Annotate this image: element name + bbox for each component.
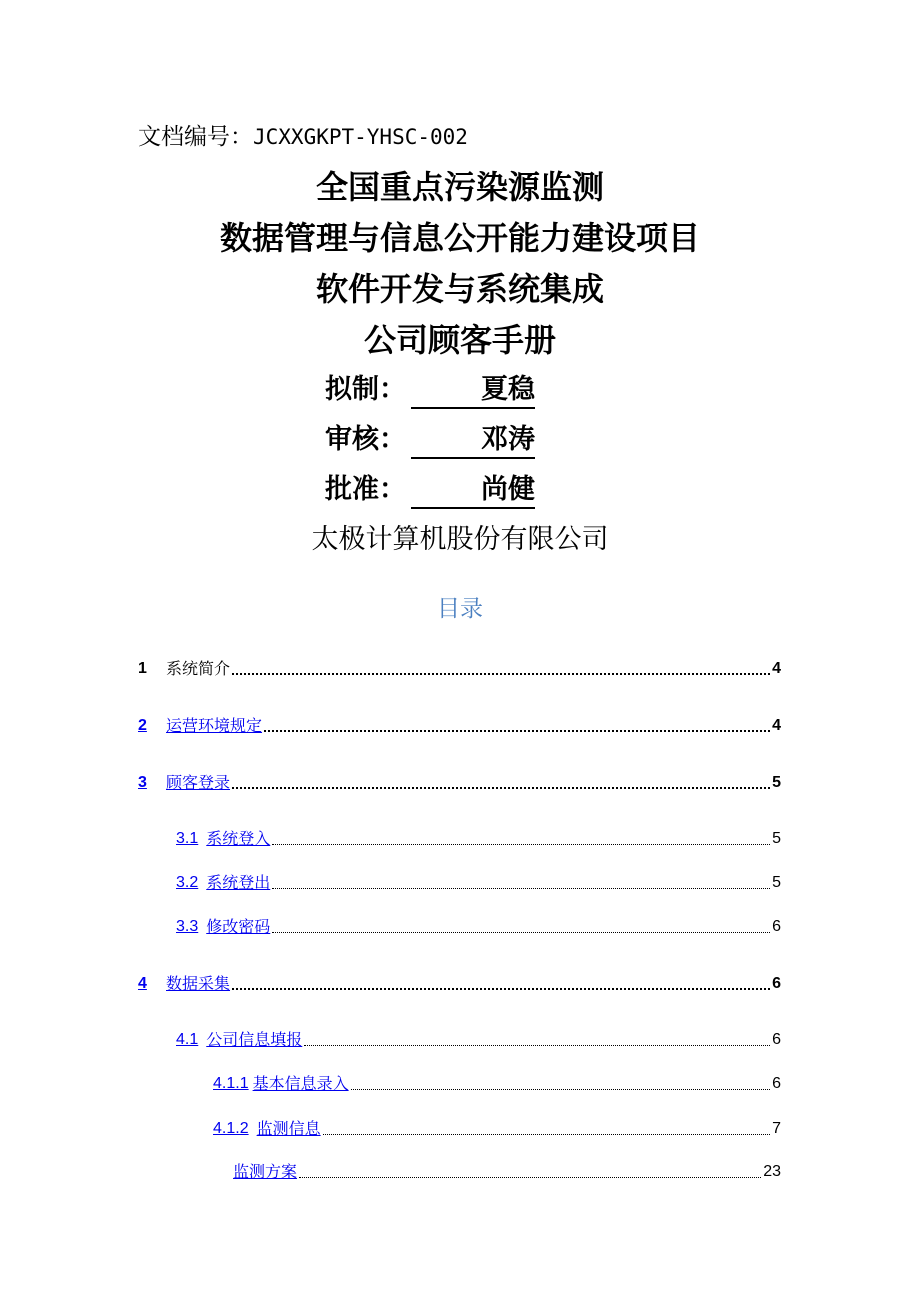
toc-entry-3-1[interactable] [176, 826, 781, 852]
toc-entry-number-link[interactable]: 4.1 [176, 1031, 199, 1048]
toc-entry-number-link[interactable]: 4.1.1 [213, 1075, 249, 1092]
toc-entry-page: 23 [763, 1163, 781, 1180]
toc-leader-dots [232, 987, 770, 990]
toc-entry-monitoring-plan[interactable] [213, 1159, 781, 1185]
signature-name: 夏稳 [411, 373, 535, 409]
toc-entry-3-3[interactable] [176, 914, 781, 940]
toc-title: 目录 [437, 596, 483, 622]
toc-leader-dots [304, 1044, 770, 1046]
document-number-code: JCXXGKPT-YHSC-002 [253, 125, 468, 149]
signature-approved [325, 468, 535, 512]
toc-entry-page: 6 [772, 918, 781, 935]
title-line-2: 数据管理与信息公开能力建设项目 [219, 219, 700, 257]
toc-entry-number: 1 [138, 660, 147, 677]
toc-entry-1 [138, 656, 781, 682]
company-name: 太极计算机股份有限公司 [311, 524, 609, 555]
toc-leader-dots [272, 843, 770, 845]
toc-entry-page: 7 [772, 1120, 781, 1137]
toc-leader-dots [272, 887, 770, 889]
manual-title: 公司顾客手册 [363, 321, 556, 359]
toc-leader-dots [299, 1176, 761, 1178]
toc-entry-link[interactable]: 系统登入 [206, 829, 271, 848]
toc-entry-3[interactable] [138, 770, 781, 796]
toc-entry-link[interactable]: 顾客登录 [166, 773, 231, 792]
toc-entry-page: 4 [772, 660, 781, 677]
toc-entry-number-link[interactable]: 3.2 [176, 874, 199, 891]
signature-drafted [325, 368, 535, 412]
toc-entry-number-link[interactable]: 4 [138, 975, 147, 992]
toc-entry-number-link[interactable]: 3.1 [176, 830, 199, 847]
title-line-3: 软件开发与系统集成 [315, 270, 604, 308]
toc-entry-page: 6 [772, 1031, 781, 1048]
toc-entry-3-2[interactable] [176, 870, 781, 896]
toc-entry-page: 5 [772, 874, 781, 891]
toc-entry-4[interactable] [138, 971, 781, 997]
toc-entry-link[interactable]: 系统登出 [206, 873, 271, 892]
title-line-1: 全国重点污染源监测 [315, 168, 604, 206]
toc-leader-dots [351, 1088, 770, 1090]
toc-entry-link[interactable]: 监测信息 [256, 1119, 321, 1138]
toc-entry-link[interactable]: 监测方案 [233, 1162, 298, 1181]
toc-leader-dots [272, 931, 770, 933]
document-number [138, 118, 468, 156]
toc-entry-link[interactable]: 运营环境规定 [166, 716, 263, 735]
toc-leader-dots [232, 672, 770, 675]
toc-entry-link[interactable]: 修改密码 [206, 917, 271, 936]
toc-entry-4-1-2[interactable] [213, 1116, 781, 1142]
signature-label: 批准： [325, 474, 406, 505]
document-number-label: 文档编号： [138, 124, 253, 150]
toc-entry-label: 系统简介 [166, 659, 231, 678]
toc-entry-number-link[interactable]: 2 [138, 717, 147, 734]
signature-name: 尚健 [411, 473, 535, 509]
toc-leader-dots [323, 1133, 770, 1135]
toc-entry-link[interactable]: 公司信息填报 [206, 1030, 303, 1049]
toc-entry-2[interactable] [138, 713, 781, 739]
toc-entry-page: 5 [772, 830, 781, 847]
toc-entry-page: 6 [772, 1075, 781, 1092]
signature-reviewed [325, 418, 535, 462]
toc-entry-page: 6 [772, 975, 781, 992]
toc-entry-page: 5 [772, 774, 781, 791]
toc-entry-4-1[interactable] [176, 1027, 781, 1053]
toc-entry-number-link[interactable]: 3 [138, 774, 147, 791]
signature-label: 审核： [325, 424, 406, 455]
signature-name: 邓涛 [411, 423, 535, 459]
toc-leader-dots [264, 729, 770, 732]
toc-entry-number-link[interactable]: 4.1.2 [213, 1120, 249, 1137]
toc-entry-page: 4 [772, 717, 781, 734]
toc-leader-dots [232, 786, 770, 789]
toc-entry-link[interactable]: 基本信息录入 [252, 1074, 349, 1093]
toc-entry-4-1-1[interactable] [213, 1071, 781, 1097]
toc-entry-link[interactable]: 数据采集 [166, 974, 231, 993]
signature-label: 拟制： [325, 374, 406, 405]
toc-entry-number-link[interactable]: 3.3 [176, 918, 199, 935]
